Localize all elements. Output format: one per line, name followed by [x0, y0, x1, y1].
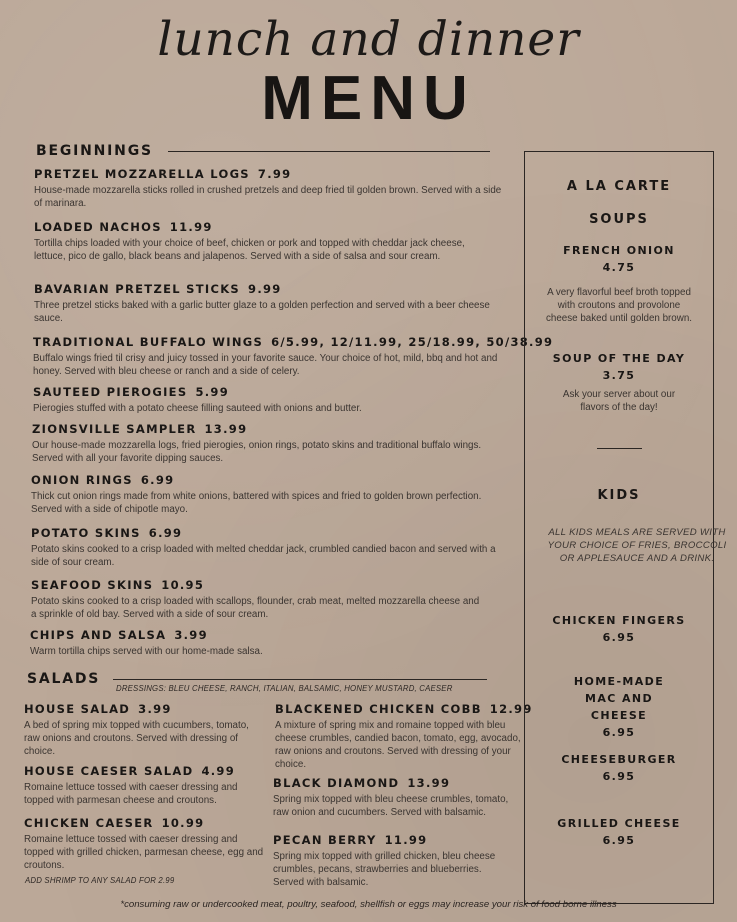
item-description: Warm tortilla chips served with our home-made salsa. — [30, 646, 263, 657]
item-price: 6/5.99, 12/11.99, 25/18.99, 50/38.99 — [271, 335, 554, 349]
food-safety-disclaimer: *consuming raw or undercooked meat, poultry, seafood, shellfish or eggs may increase your risk of food borne illness — [120, 899, 617, 910]
item-price: 4.75 — [602, 261, 636, 274]
item-description: Three pretzel sticks baked with a garlic butter glaze to a golden perfection and served with a beer cheese sauce. — [34, 300, 490, 324]
item-name: SEAFOOD SKINS — [31, 578, 154, 592]
item-price: 6.95 — [602, 770, 636, 783]
item-description: Potato skins cooked to a crisp loaded with melted cheddar jack, crumbled candied bacon and served with a side of sour cream. — [31, 544, 496, 568]
dressings-note: DRESSINGS: BLEU CHEESE, RANCH, ITALIAN, BALSAMIC, HONEY MUSTARD, CAESER — [116, 684, 453, 693]
item-description: A very flavorful beef broth topped with croutons and provolone cheese baked until golden brown. — [546, 287, 692, 324]
item-price: 6.95 — [602, 631, 636, 644]
salads-heading: SALADS — [27, 671, 101, 687]
item-price: 4.99 — [201, 764, 236, 778]
kids-cheeseburger — [524, 751, 714, 785]
item-description: A bed of spring mix topped with cucumbers, tomato, raw onions and croutons. Served with dressing of choice. — [24, 720, 249, 757]
item-description: Spring mix topped with bleu cheese crumbles, tomato, raw onion and cucumbers. Served with balsamic. — [273, 794, 509, 818]
kids-mac-and-cheese — [524, 673, 714, 741]
kids-grilled-cheese — [524, 815, 714, 849]
item-name: CHICKEN CAESER — [24, 816, 154, 830]
item-name: CHEESEBURGER — [561, 753, 677, 766]
item-name: SOUP OF THE DAY — [552, 352, 686, 365]
menu-item-pierogies — [33, 385, 503, 415]
item-description: Spring mix topped with grilled chicken, bleu cheese crumbles, pecans, strawberries and blueberries. Served with balsamic. — [273, 851, 496, 888]
item-name: FRENCH ONION — [563, 244, 675, 257]
item-name: BAVARIAN PRETZEL STICKS — [34, 282, 241, 296]
item-name: ONION RINGS — [31, 473, 133, 487]
item-name: CHIPS AND SALSA — [30, 628, 167, 642]
menu-item-onion-rings — [31, 473, 493, 516]
item-price: 3.99 — [138, 702, 172, 716]
item-name: CHICKEN FINGERS — [552, 614, 686, 627]
item-name: HOUSE CAESER SALAD — [24, 764, 194, 778]
shrimp-note: ADD SHRIMP TO ANY SALAD FOR 2.99 — [25, 876, 175, 885]
item-name: LOADED NACHOS — [34, 220, 162, 234]
item-price: 5.99 — [195, 385, 230, 399]
item-price: 10.95 — [161, 578, 205, 592]
menu-item-loaded-nachos — [34, 220, 492, 263]
item-name: BLACKENED CHICKEN COBB — [275, 702, 482, 716]
kids-chicken-fingers — [524, 612, 714, 646]
beginnings-rule — [168, 151, 490, 152]
kids-heading: KIDS — [597, 488, 641, 503]
item-description: Tortilla chips loaded with your choice of beef, chicken or pork and topped with cheddar jack cheese, lettuce, pico de gallo, black beans and jalapenos. Served with a side of salsa and sour cream. — [34, 238, 465, 262]
item-price: 6.95 — [602, 834, 636, 847]
menu-item-chips-and-salsa — [30, 628, 500, 658]
salad-chicken-caeser — [24, 816, 264, 872]
menu-item-zionsville-sampler — [32, 422, 502, 465]
item-price: 6.99 — [148, 526, 183, 540]
menu-item-potato-skins — [31, 526, 501, 569]
soup-french-onion — [524, 242, 714, 325]
item-description: Pierogies stuffed with a potato cheese filling sauteed with onions and butter. — [33, 403, 362, 414]
item-price: 13.99 — [204, 422, 248, 436]
item-description: Romaine lettuce tossed with caeser dressing and topped with parmesan cheese and croutons. — [24, 782, 238, 806]
item-price: 9.99 — [248, 282, 282, 296]
item-price: 11.99 — [384, 833, 428, 847]
item-name: PRETZEL MOZZARELLA LOGS — [34, 167, 250, 181]
item-name: TRADITIONAL BUFFALO WINGS — [33, 335, 264, 349]
salad-pecan-berry — [273, 833, 509, 889]
item-name: HOUSE SALAD — [24, 702, 131, 716]
item-price: 6.95 — [602, 726, 636, 739]
sidebar-divider — [597, 448, 642, 449]
item-price: 12.99 — [489, 702, 533, 716]
menu-item-pretzel-sticks — [34, 282, 492, 325]
salad-house — [24, 702, 262, 758]
salad-blackened-chicken-cobb — [275, 702, 533, 771]
soups-heading: SOUPS — [589, 212, 649, 227]
item-price: 10.99 — [161, 816, 205, 830]
soup-of-the-day — [524, 350, 714, 414]
salad-black-diamond — [273, 776, 509, 819]
script-title: lunch and dinner — [157, 12, 580, 67]
item-name: GRILLED CHEESE — [557, 817, 681, 830]
item-description: Potato skins cooked to a crisp loaded with scallops, flounder, crab meat, melted mozzarella cheese and a sprinkle of old bay. Served with a side of sour cream. — [31, 596, 480, 620]
item-price: 13.99 — [407, 776, 451, 790]
menu-item-buffalo-wings — [33, 335, 554, 378]
a-la-carte-heading: A LA CARTE — [566, 179, 672, 194]
page-title: MENU — [261, 64, 476, 133]
menu-item-seafood-skins — [31, 578, 481, 621]
item-price: 7.99 — [257, 167, 292, 181]
item-price: 6.99 — [140, 473, 175, 487]
salads-rule — [113, 679, 487, 680]
salad-house-caeser — [24, 764, 264, 807]
item-name: ZIONSVILLE SAMPLER — [32, 422, 197, 436]
item-description: Buffalo wings fried til crisy and juicy tossed in your favorite sauce. Your choice of hot, mild, bbq and hot and honey. Served with bleu cheese or ranch and a side of celery. — [33, 353, 498, 377]
item-description: Ask your server about our flavors of the day! — [562, 389, 676, 413]
item-name: HOME-MADE MAC AND CHEESE — [573, 675, 665, 722]
kids-note: ALL KIDS MEALS ARE SERVED WITH YOUR CHOICE OF FRIES, BROCCOLI OR APPLESAUCE AND A DRINK. — [547, 527, 727, 564]
item-price: 11.99 — [169, 220, 213, 234]
item-description: Romaine lettuce tossed with caeser dressing and topped with grilled chicken, parmesan cheese, egg and croutons. — [24, 834, 264, 871]
item-price: 3.75 — [602, 369, 636, 382]
item-description: Our house-made mozzarella logs, fried pierogies, onion rings, potato skins and traditional buffalo wings. Served with all your favorite dipping sauces. — [32, 440, 482, 464]
item-name: POTATO SKINS — [31, 526, 141, 540]
menu-item-pretzel-logs — [34, 167, 504, 210]
item-description: A mixture of spring mix and romaine topped with bleu cheese crumbles, candied bacon, tomato, egg, avocado, raw onions and croutons. Served with dressing of your choice. — [275, 720, 521, 770]
item-name: PECAN BERRY — [273, 833, 377, 847]
beginnings-heading: BEGINNINGS — [36, 143, 153, 159]
item-name: SAUTEED PIEROGIES — [33, 385, 188, 399]
item-description: Thick cut onion rings made from white onions, battered with spices and fried to golden brown perfection. Served with a side of chipotle mayo. — [31, 491, 482, 515]
item-description: House-made mozzarella sticks rolled in crushed pretzels and deep fried til golden brown. Served with a side of marinara. — [34, 185, 502, 209]
item-name: BLACK DIAMOND — [273, 776, 400, 790]
item-price: 3.99 — [174, 628, 208, 642]
